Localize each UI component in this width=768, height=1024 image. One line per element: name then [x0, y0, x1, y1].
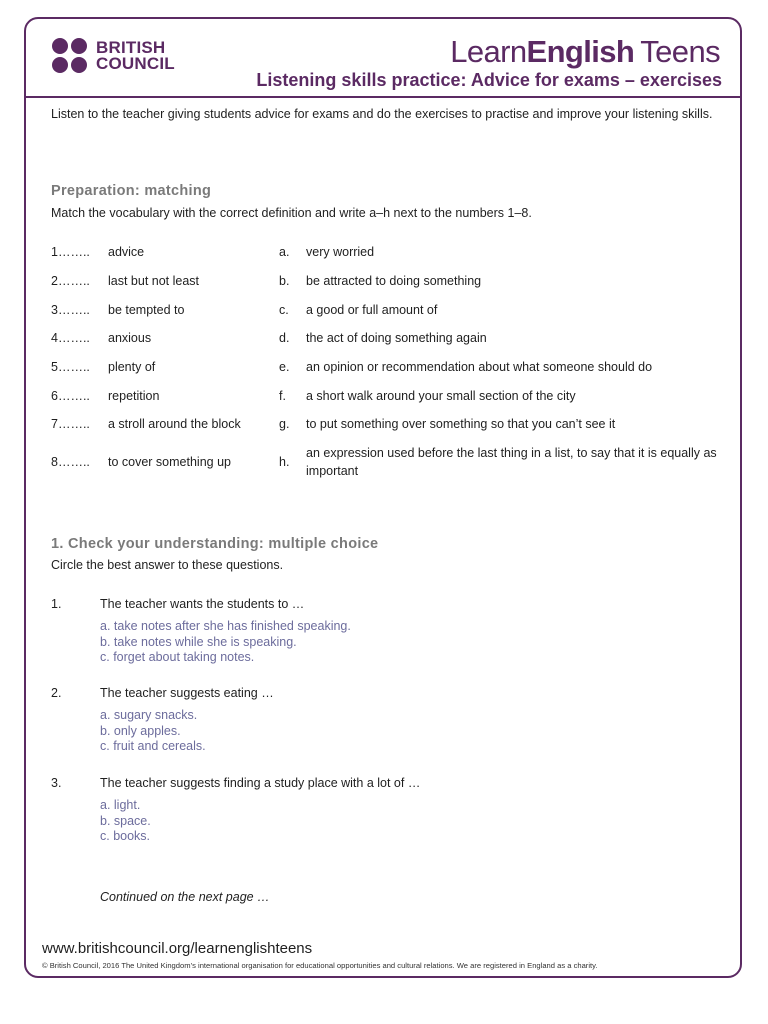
definition-letter: g.	[279, 417, 290, 432]
vocabulary-term: advice	[108, 245, 145, 260]
item-number: 8……..	[51, 454, 90, 469]
definition-letter: e.	[279, 360, 290, 375]
definition-letter: b.	[279, 274, 290, 289]
answer-option[interactable]: c. books.	[100, 829, 151, 843]
vocabulary-term: anxious	[108, 331, 152, 346]
answer-options	[100, 798, 151, 845]
continued-note: Continued on the next page …	[100, 890, 270, 904]
mcq-title: 1. Check your understanding: multiple choice	[51, 536, 379, 552]
question-number: 2.	[51, 686, 62, 700]
org-name-line1: BRITISH	[96, 38, 166, 57]
vocabulary-term: plenty of	[108, 360, 156, 375]
definition-letter: f.	[279, 388, 286, 403]
definition-letter: h.	[279, 454, 290, 469]
vocabulary-term: a stroll around the block	[108, 417, 241, 432]
item-number: 2……..	[51, 274, 90, 289]
org-name-line2: COUNCIL	[96, 54, 175, 73]
matching-row	[51, 353, 721, 382]
answer-option[interactable]: b. only apples.	[100, 723, 181, 738]
definition-text: a good or full amount of	[306, 302, 438, 317]
learnenglish-teens-logo	[450, 34, 720, 70]
answer-option[interactable]: a. sugary snacks.	[100, 708, 198, 722]
matching-row	[51, 295, 721, 324]
brand-learn: Learn	[450, 34, 527, 69]
question-text: The teacher wants the students to …	[100, 597, 305, 611]
preparation-instruction: Match the vocabulary with the correct definition and write a–h next to the numbers 1–8.	[51, 206, 532, 220]
item-number: 7……..	[51, 417, 90, 432]
preparation-title: Preparation: matching	[51, 183, 212, 199]
answer-option[interactable]: b. take notes while she is speaking.	[100, 634, 297, 649]
header-divider	[26, 96, 742, 98]
brand-teens: Teens	[640, 34, 720, 69]
british-council-dots-icon	[52, 38, 90, 74]
vocabulary-term: be tempted to	[108, 302, 185, 317]
item-number: 3……..	[51, 302, 90, 317]
intro-text: Listen to the teacher giving students advice for exams and do the exercises to practise and improve your listening skills.	[51, 107, 713, 121]
vocabulary-term: repetition	[108, 388, 160, 403]
definition-text: be attracted to doing something	[306, 274, 482, 289]
matching-row	[51, 381, 721, 410]
matching-row	[51, 267, 721, 296]
matching-row	[51, 238, 721, 267]
document-title: Listening skills practice: Advice for exams – exercises	[256, 70, 722, 90]
vocabulary-term: to cover something up	[108, 454, 231, 469]
answer-option[interactable]: a. take notes after she has finished speaking.	[100, 619, 351, 633]
answer-option[interactable]: b. space.	[100, 813, 151, 828]
question-number: 1.	[51, 597, 62, 611]
definition-text: to put something over something so that you can’t see it	[306, 417, 616, 432]
answer-option[interactable]: a. light.	[100, 798, 141, 812]
definition-letter: d.	[279, 331, 290, 346]
answer-options	[100, 619, 351, 666]
brand-english: English	[526, 34, 635, 69]
question-number: 3.	[51, 776, 62, 790]
definition-text: an opinion or recommendation about what someone should do	[306, 360, 653, 375]
vocabulary-term: last but not least	[108, 274, 200, 289]
definition-text: very worried	[306, 245, 375, 260]
definition-text: an expression used before the last thing in a list, to say that it is equally as important	[306, 445, 717, 478]
footer-copyright: © British Council, 2016 The United Kingdom’s international organisation for educational opportunities and cultural relations. We are registered in England as a charity.	[42, 961, 598, 970]
answer-options	[100, 708, 206, 755]
matching-row	[51, 439, 721, 485]
question-text: The teacher suggests eating …	[100, 686, 274, 700]
definition-text: a short walk around your small section of the city	[306, 388, 576, 403]
answer-option[interactable]: c. forget about taking notes.	[100, 650, 255, 664]
definition-letter: a.	[279, 245, 290, 260]
footer-url-link[interactable]: www.britishcouncil.org/learnenglishteens	[42, 940, 313, 957]
british-council-logo	[52, 38, 175, 74]
mcq-instruction: Circle the best answer to these questions.	[51, 558, 284, 572]
item-number: 4……..	[51, 331, 90, 346]
answer-option[interactable]: c. fruit and cereals.	[100, 739, 206, 753]
item-number: 1……..	[51, 245, 90, 260]
definition-letter: c.	[279, 302, 289, 317]
definition-text: the act of doing something again	[306, 331, 487, 346]
matching-row	[51, 410, 721, 439]
item-number: 6……..	[51, 388, 90, 403]
question-text: The teacher suggests finding a study place with a lot of …	[100, 776, 421, 790]
matching-table	[51, 238, 721, 485]
matching-row	[51, 324, 721, 353]
item-number: 5……..	[51, 360, 90, 375]
